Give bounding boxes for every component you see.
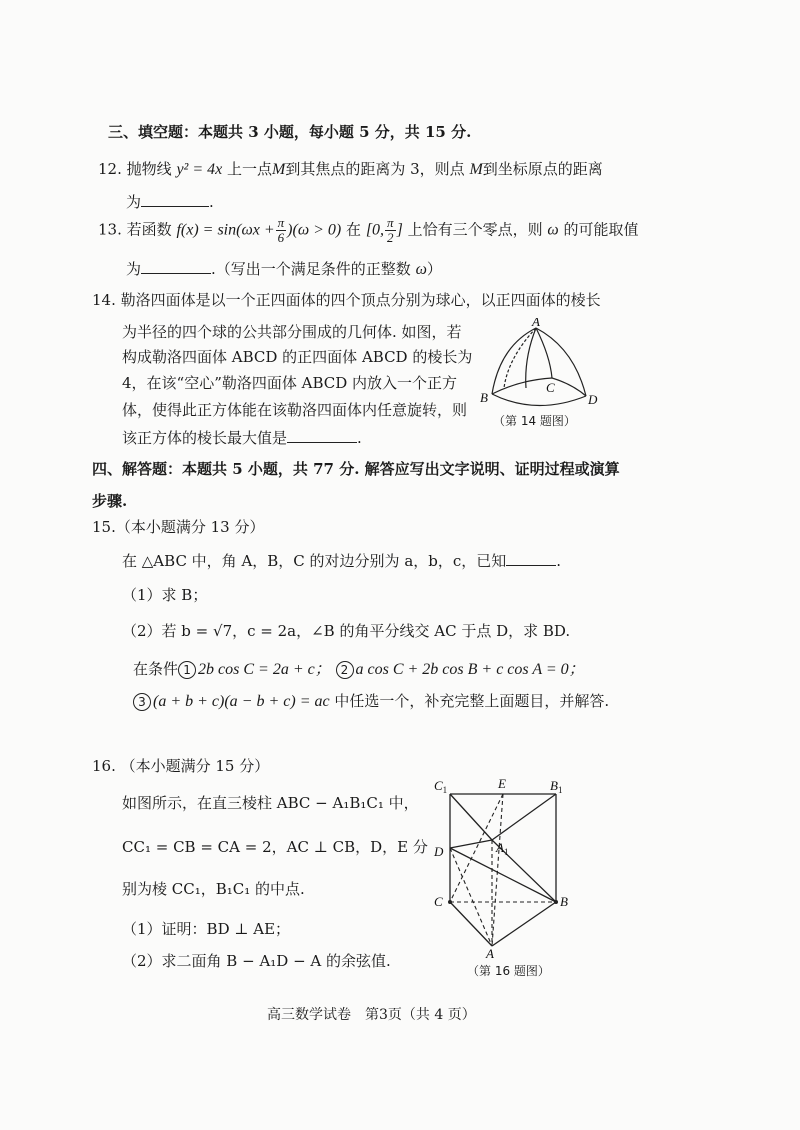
question-16-line-2: CC₁ = CB = CA = 2，AC ⊥ CB，D，E 分 — [122, 838, 428, 856]
q12-text: 抛物线 — [126, 160, 172, 178]
answer-blank[interactable] — [141, 192, 209, 207]
q14-text: 勒洛四面体是以一个正四面体的四个顶点分别为球心，以正四面体的棱长 — [120, 291, 601, 309]
curved-edge-ab — [492, 328, 536, 394]
q15-text: 在 △ABC 中，角 A，B，C 的对边分别为 a，b，c，已知 — [122, 552, 507, 570]
question-14-line-4: 4，在该“空心”勒洛四面体 ABCD 内放入一个正方 — [122, 374, 458, 392]
edge-a-b — [492, 902, 556, 946]
figure-16-caption: （第 16 题图） — [467, 964, 550, 978]
answer-blank[interactable] — [506, 551, 556, 566]
question-16-part-2: （2）求二面角 B − A₁D − A 的余弦值. — [122, 952, 391, 970]
vertex-b — [554, 900, 558, 904]
question-16-header: 16. （本小题满分 15 分） — [92, 757, 270, 775]
q13-text: 的可能取值 — [563, 220, 639, 239]
label-d: D — [434, 844, 444, 859]
q15-text: 中任选一个，补充完整上面题目，并解答. — [334, 692, 610, 710]
label-b: B — [560, 894, 568, 909]
label-a: A — [532, 318, 540, 329]
figure-14-caption: （第 14 题图） — [493, 414, 576, 428]
question-13-line-2 — [126, 258, 442, 279]
label-b: B — [480, 390, 488, 405]
q13-math: [0, — [365, 221, 385, 239]
hidden-edge — [504, 328, 536, 388]
question-13-line-1 — [98, 216, 638, 245]
question-14-line-2: 为半径的四个球的公共部分围成的几何体. 如图，若 — [122, 323, 462, 341]
condition-1: 2b cos C = 2a + c； — [198, 661, 331, 678]
question-number: 13. — [98, 220, 122, 239]
question-14-line-1 — [92, 289, 601, 310]
label-c: C — [434, 894, 443, 909]
curved-edge-ac — [526, 328, 536, 388]
q12-math: M — [272, 161, 286, 178]
circled-number: 3 — [133, 693, 151, 711]
question-15-intro — [122, 550, 561, 571]
question-16-part-1: （1）证明：BD ⊥ AE； — [122, 920, 291, 938]
question-number: 12. — [98, 160, 122, 178]
q12-text: 到坐标原点的距离 — [482, 160, 603, 178]
section-4-title: 四、解答题：本题共 5 小题，共 77 分. 解答应写出文字说明、证明过程或演算 — [92, 460, 620, 478]
answer-blank[interactable] — [287, 428, 357, 443]
q14-text: 该正方体的棱长最大值是 — [122, 429, 288, 447]
q15-text: . — [556, 552, 562, 570]
curved-edge-bd — [492, 394, 586, 406]
q13-math: ] — [396, 221, 403, 239]
q13-text: 上恰有三个零点，则 — [407, 220, 543, 239]
question-16-line-3: 别为棱 CC₁，B₁C₁ 的中点. — [122, 880, 305, 898]
question-15-header: 15.（本小题满分 13 分） — [92, 518, 265, 536]
curved-edge-ac-2 — [536, 328, 552, 378]
page-footer: 高三数学试卷 第3页（共 4 页） — [267, 1007, 476, 1023]
question-number: 14. — [92, 291, 116, 309]
question-15-part-1: （1）求 B； — [122, 586, 208, 604]
q12-math: M — [469, 161, 483, 178]
label-b1: $B_1$ — [550, 778, 563, 795]
q13-math: )(ω > 0) — [287, 221, 342, 239]
fraction: $\frac{\pi}{2}$ — [387, 215, 394, 245]
edge-c1-a1 — [450, 794, 492, 840]
condition-3: (a + b + c)(a − b + c) = ac — [153, 693, 330, 710]
q14-text: . — [357, 429, 362, 447]
q13-math: f(x) = sin(ωx + — [176, 221, 275, 239]
curved-edge-ad — [536, 328, 586, 396]
q12-text: . — [209, 193, 214, 211]
q12-text: 为 — [126, 193, 142, 211]
vertex-c — [448, 900, 452, 904]
question-14-line-3: 构成勒洛四面体 ABCD 的正四面体 ABCD 的棱长为 — [122, 348, 473, 366]
q12-math: y² = 4x — [176, 161, 223, 178]
condition-2: a cos C + 2b cos B + c cos A = 0； — [355, 661, 585, 678]
triangular-prism-figure — [428, 776, 578, 960]
reuleaux-tetrahedron-figure — [474, 318, 600, 410]
label-d: D — [588, 392, 598, 407]
label-a1: $A_1$ — [496, 840, 509, 857]
segment-d-a1 — [450, 840, 492, 848]
question-12-line-2 — [126, 191, 214, 212]
label-c1: $C_1$ — [434, 778, 448, 795]
question-14-line-6 — [122, 427, 362, 448]
q13-text: 在 — [346, 220, 362, 239]
question-15-part-2: （2）若 b = √7，c = 2a，∠B 的角平分线交 AC 于点 D，求 BD. — [122, 622, 571, 640]
q13-text: .（写出一个满足条件的正整数 — [211, 260, 411, 278]
label-c: C — [546, 380, 555, 395]
answer-blank[interactable] — [141, 259, 211, 274]
label-e: E — [498, 776, 506, 791]
q13-math: ω — [547, 221, 559, 239]
q13-text: ） — [426, 260, 442, 278]
section-3-title: 三、填空题：本题共 3 小题，每小题 5 分，共 15 分. — [108, 123, 472, 141]
question-14-line-5: 体，使得此正方体能在该勒洛四面体内任意旋转，则 — [122, 401, 468, 419]
label-a: A — [486, 946, 494, 960]
q12-text: 上一点 — [227, 160, 273, 178]
q13-text: 若函数 — [126, 220, 172, 239]
curved-edge-bc — [492, 378, 552, 394]
section-4-title-cont: 步骤. — [92, 492, 128, 510]
question-12-line-1 — [98, 158, 603, 179]
circled-number: 1 — [178, 661, 196, 679]
fraction: $\frac{\pi}{6}$ — [277, 215, 285, 245]
segment-d-a — [450, 848, 492, 946]
edge-c-a — [450, 902, 492, 946]
q13-text: 为 — [126, 260, 142, 278]
q15-text: 在条件 — [133, 660, 179, 678]
circled-number: 2 — [336, 661, 354, 679]
question-15-conditions — [133, 656, 585, 679]
question-16-line-1: 如图所示，在直三棱柱 ABC − A₁B₁C₁ 中， — [122, 794, 419, 812]
q13-math: ω — [415, 261, 427, 278]
question-15-condition-3 — [133, 690, 609, 711]
q12-text: 到其焦点的距离为 3，则点 — [285, 160, 465, 178]
